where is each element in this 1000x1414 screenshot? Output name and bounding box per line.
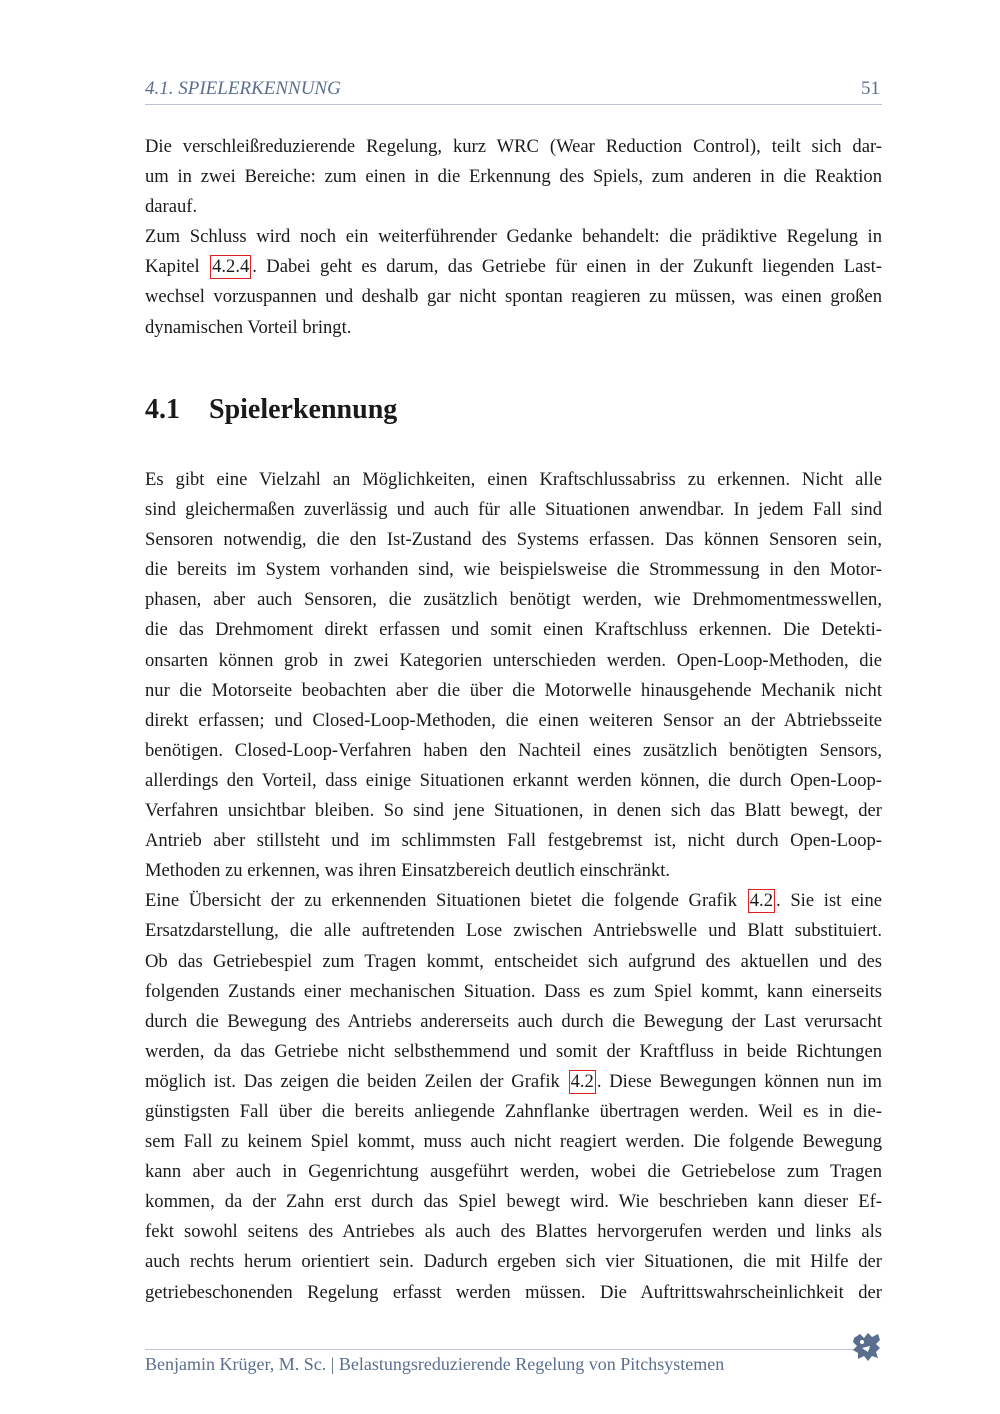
text-line: um in zwei Bereiche: zum einen in die Erkennung des Spiels, zum anderen in die Reaktion <box>145 166 882 188</box>
heraldic-lion-logo-icon <box>850 1330 884 1364</box>
text-line: Methoden zu erkennen, was ihren Einsatzbereich deutlich einschränkt. <box>145 860 671 882</box>
header-section-title: 4.1. SPIELERKENNUNG <box>145 78 341 99</box>
text-line: Verfahren unsichtbar bleiben. So sind jene Situationen, in denen sich das Blatt bewegt, der <box>145 800 882 822</box>
text-line: direkt erfassen; und Closed-Loop-Methoden, die einen weiteren Sensor an der Abtriebsseite <box>145 709 882 731</box>
text-line-with-ref <box>145 886 882 916</box>
chapter-reference-link[interactable]: 4.2.4 <box>212 256 250 278</box>
text-line: phasen, aber auch Sensoren, die zusätzlich benötigt werden, wie Drehmomentmesswellen, <box>145 589 882 611</box>
text-segment: . Sie ist eine <box>776 890 882 912</box>
text-line: wechsel vorzuspannen und deshalb gar nicht spontan reagieren zu müssen, was einen großen <box>145 286 882 308</box>
body-paragraph <box>145 465 882 1308</box>
text-line: günstigsten Fall über die bereits anliegende Zahnflanke übertragen werden. Weil es in die- <box>145 1100 882 1122</box>
text-line: Die verschleißreduzierende Regelung, kurz WRC (Wear Reduction Control), teilt sich dar- <box>145 136 882 157</box>
text-line: Zum Schluss wird noch ein weiterführender Gedanke behandelt: die prädiktive Regelung in <box>145 226 882 248</box>
text-line: die bereits im System vorhanden sind, wie beispielsweise die Strommessung in den Motor- <box>145 559 882 581</box>
text-line: auch rechts herum orientiert sein. Dadurch ergeben sich vier Situationen, die mit Hilfe der <box>145 1251 882 1273</box>
text-line: kommen, da der Zahn erst durch das Spiel bewegt wird. Wie beschrieben kann dieser Ef- <box>145 1191 882 1213</box>
text-segment: möglich ist. Das zeigen die beiden Zeilen der Grafik <box>145 1070 568 1092</box>
text-line: Antrieb aber stillsteht und im schlimmsten Fall festgebremst ist, nicht durch Open-Loop- <box>145 830 882 852</box>
section-title: Spielerkennung <box>209 394 398 425</box>
text-line: sem Fall zu keinem Spiel kommt, muss auch nicht reagiert werden. Die folgende Bewegung <box>145 1131 882 1153</box>
page-number: 51 <box>861 78 880 99</box>
text-line: benötigen. Closed-Loop-Verfahren haben den Nachteil eines zusätzlich benötigten Sensors, <box>145 739 882 761</box>
text-line: Sensoren notwendig, die den Ist-Zustand des Systems erfassen. Das können Sensoren sein, <box>145 529 882 551</box>
text-line: durch die Bewegung des Antriebs andererseits auch durch die Bewegung der Last verursacht <box>145 1010 882 1032</box>
text-segment: . Dabei geht es darum, das Getriebe für einen in der Zukunft liegenden Last- <box>252 256 882 278</box>
text-line: getriebeschonenden Regelung erfasst werden müssen. Die Auftrittswahrscheinlichkeit der <box>145 1281 882 1303</box>
section-heading <box>145 394 397 426</box>
text-line: folgenden Zustands einer mechanischen Situation. Dass es zum Spiel kommt, kann einerseits <box>145 980 882 1002</box>
text-line: dynamischen Vorteil bringt. <box>145 316 352 338</box>
text-line-with-ref <box>145 1067 882 1097</box>
text-line: onsarten können grob in zwei Kategorien unterschieden werden. Open-Loop-Methoden, die <box>145 649 882 671</box>
text-line: die das Drehmoment direkt erfassen und somit einen Kraftschluss erkennen. Die Detekti- <box>145 619 882 641</box>
text-line: nur die Motorseite beobachten aber die über die Motorwelle hinausgehende Mechanik nicht <box>145 679 882 701</box>
text-line: Ob das Getriebespiel zum Tragen kommt, entscheidet sich aufgrund des aktuellen und des <box>145 950 882 972</box>
text-line-with-ref <box>145 252 882 282</box>
text-line: kann aber auch in Gegenrichtung ausgeführt werden, wobei die Getriebelose zum Tragen <box>145 1161 882 1183</box>
footer-text: Benjamin Krüger, M. Sc. | Belastungsreduzierende Regelung von Pitchsystemen <box>145 1354 725 1374</box>
text-line: werden, da das Getriebe nicht selbsthemmend und somit der Kraftfluss in beide Richtungen <box>145 1040 882 1062</box>
figure-reference-link[interactable]: 4.2 <box>749 890 773 912</box>
text-line: sind gleichermaßen zuverlässig und auch für alle Situationen anwendbar. In jedem Fall sind <box>145 499 882 521</box>
text-segment: . Diese Bewegungen können nun im <box>596 1070 882 1092</box>
text-line: Ersatzdarstellung, die alle auftretenden Lose zwischen Antriebswelle und Blatt substituiert. <box>145 920 882 942</box>
figure-reference-link[interactable]: 4.2 <box>570 1070 594 1092</box>
text-segment: Kapitel <box>145 256 210 278</box>
text-segment: Eine Übersicht der zu erkennenden Situationen bietet die folgende Grafik <box>145 890 747 912</box>
footer-divider <box>145 1349 855 1350</box>
section-number: 4.1 <box>145 394 180 425</box>
text-line: darauf. <box>145 196 198 218</box>
text-line: allerdings den Vorteil, dass einige Situationen erkannt werden können, die durch Open-Loop- <box>145 769 882 791</box>
text-line: fekt sowohl seitens des Antriebes als auch des Blattes hervorgerufen werden und links als <box>145 1221 882 1243</box>
running-header <box>145 76 882 105</box>
intro-paragraph <box>145 132 882 343</box>
text-line: Es gibt eine Vielzahl an Möglichkeiten, einen Kraftschlussabriss zu erkennen. Nicht alle <box>145 469 882 490</box>
